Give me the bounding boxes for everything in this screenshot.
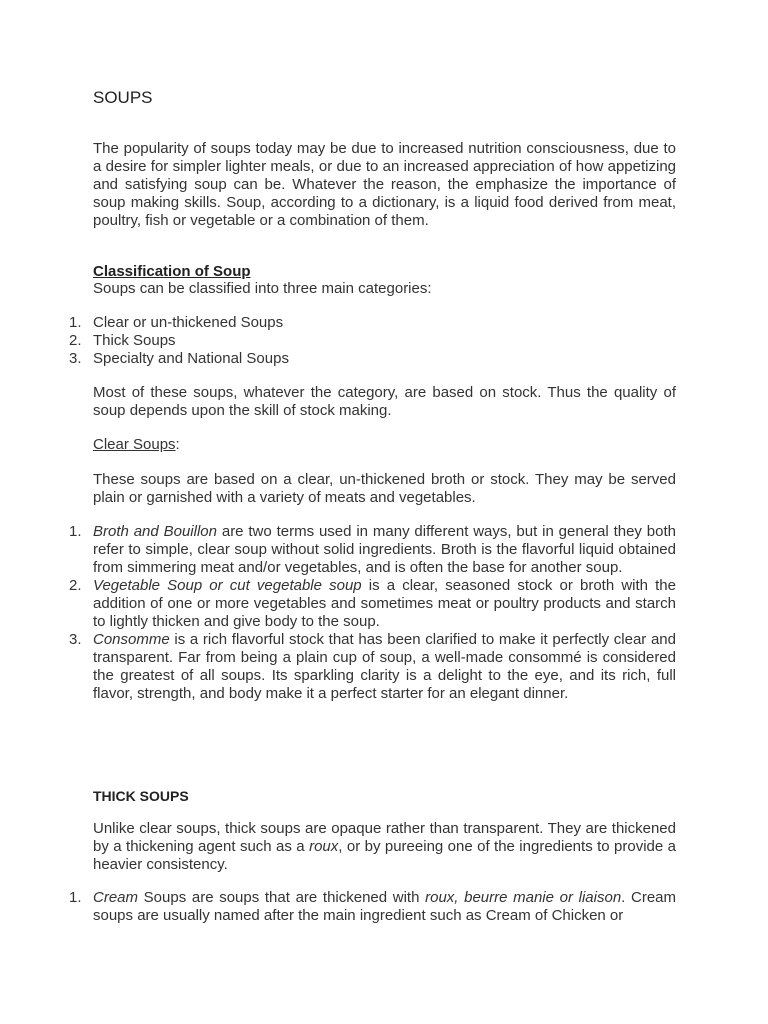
list-text: are two terms used in many different ways, but in general they both refer to simple, clear soup without solid ingredients. Broth is the flavorful liquid obtained from simmering meat and/or vegetables, and is often the base for another soup.: [93, 523, 676, 576]
list-number: 2.: [69, 577, 82, 594]
thick-soups-lead: [93, 820, 676, 874]
list-text-em: roux, beurre manie or liaison: [425, 889, 622, 906]
list-number: 2.: [69, 332, 82, 349]
list-text: is a clear, seasoned stock or broth with the addition of one or more vegetables and sometimes meat or poultry products and starch to lightly thicken and give body to the soup.: [93, 577, 676, 630]
list-number: 1.: [69, 889, 82, 906]
intro-paragraph: The popularity of soups today may be due to increased nutrition consciousness, due to a desire for simpler lighter meals, or due to an increased appreciation of how appetizing and satisfying soup can be. Whatever the reason, the emphasize the importance of soup making skills. Soup, according to a dictionary, is a liquid food derived from meat, poultry, fish or vegetable or a combination of them.: [93, 140, 676, 229]
list-item: [69, 577, 676, 631]
list-term: Broth and Bouillon: [93, 523, 217, 540]
thick-soups-heading: [93, 787, 676, 806]
clear-soups-heading: [93, 436, 676, 454]
list-item: [69, 523, 676, 577]
clear-soups-lead: These soups are based on a clear, un-thickened broth or stock. They may be served plain or garnished with a variety of meats and vegetables.: [93, 471, 676, 506]
thick-lead-part-b: , or by pureeing one of the ingredients to provide a heavier consistency.: [93, 838, 676, 873]
list-item: [69, 314, 676, 332]
list-number: 3.: [69, 631, 82, 648]
list-term: Consomme: [93, 631, 170, 648]
list-term: Vegetable Soup or cut vegetable soup: [93, 577, 362, 594]
list-item: [69, 350, 676, 368]
classification-heading: [93, 263, 676, 281]
list-item: [69, 889, 677, 925]
list-text: Thick Soups: [93, 332, 176, 349]
list-text: Clear or un-thickened Soups: [93, 314, 284, 331]
list-text: is a rich flavorful stock that has been clarified to make it perfectly clear and transparent. Far from being a plain cup of soup, a well-made consommé is considered the greatest of all soups. Its sparkling clarity is a delight to the eye, and its rich, full flavor, strength, and body make it a perfect starter for an elegant dinner.: [93, 631, 676, 702]
classification-lead: Soups can be classified into three main categories:: [93, 280, 432, 297]
list-item: [69, 332, 676, 350]
thick-lead-part-a: Unlike clear soups, thick soups are opaque rather than transparent. They are thickened by a thickening agent such as a: [93, 820, 676, 855]
list-term: Cream: [93, 889, 139, 906]
list-number: 1.: [69, 314, 82, 331]
list-item: [69, 631, 676, 703]
classification-note: Most of these soups, whatever the category, are based on stock. Thus the quality of soup depends upon the skill of stock making.: [93, 384, 676, 419]
clear-soups-heading-text: Clear Soups: [93, 436, 176, 453]
list-text: Soups are soups that are thickened with: [138, 889, 426, 906]
page-title: SOUPS: [93, 88, 153, 107]
thick-lead-em: roux: [309, 838, 339, 855]
thick-soups-heading-text: THICK SOUPS: [93, 788, 189, 804]
list-number: 1.: [69, 523, 82, 540]
list-text: Specialty and National Soups: [93, 350, 289, 367]
classification-list: [69, 314, 676, 368]
list-number: 3.: [69, 350, 82, 367]
list-text: . Cream soups are usually named after the main ingredient such as Cream of Chicken or: [93, 889, 677, 924]
clear-soups-colon: :: [175, 436, 180, 453]
classification-heading-text: Classification of Soup: [93, 263, 251, 280]
clear-soups-list: [69, 523, 676, 703]
thick-soups-list: [69, 889, 677, 925]
